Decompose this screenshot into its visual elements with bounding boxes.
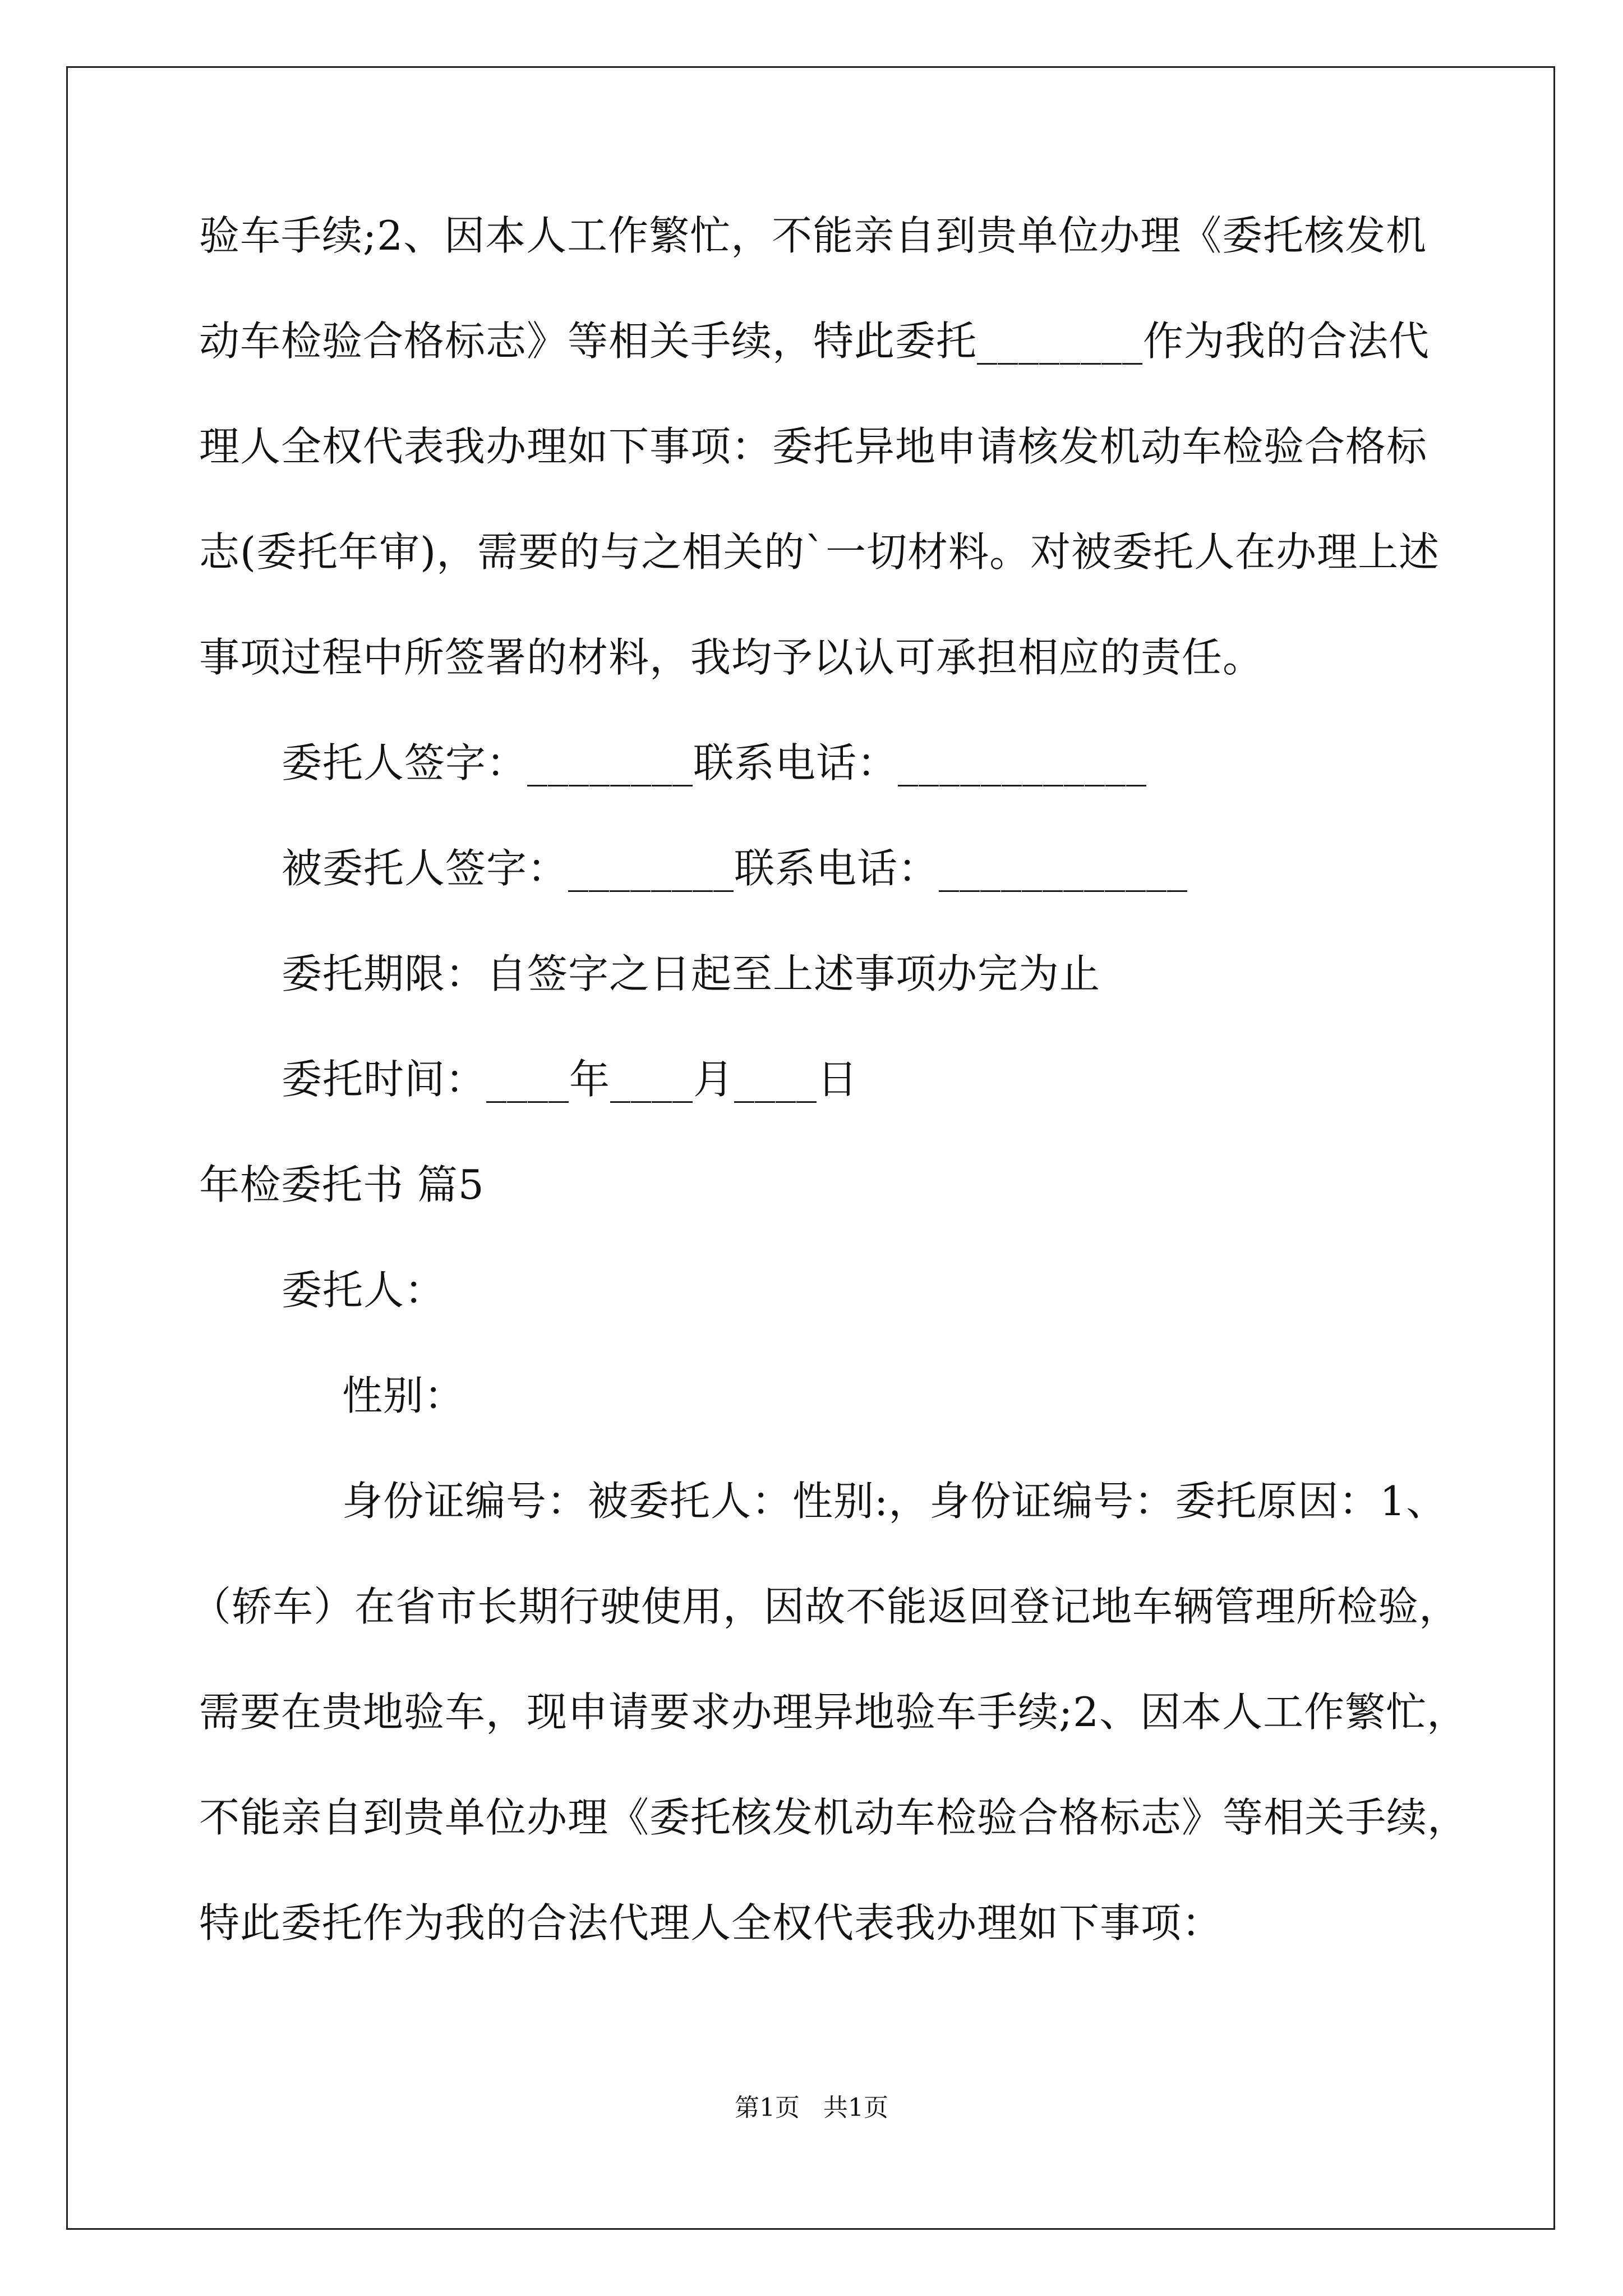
paragraph-line-2: 动车检验合格标志》等相关手续，特此委托________作为我的合法代 <box>199 318 1430 365</box>
paragraph-line-5: 事项过程中所签署的材料，我均予以认可承担相应的责任。 <box>199 634 1264 681</box>
paragraph-line-9: 不能亲自到贵单位办理《委托核发机动车检验合格标志》等相关手续， <box>199 1794 1469 1841</box>
page-footer: 第1页 共1页 <box>735 2093 888 2122</box>
section-heading: 年检委托书 篇5 <box>199 1161 485 1208</box>
agent-signature-line: 被委托人签字：________联系电话：____________ <box>282 845 1188 892</box>
paragraph-line-1: 验车手续;2、因本人工作繁忙，不能亲自到贵单位办理《委托核发机 <box>199 212 1427 259</box>
term-line: 委托期限：自签字之日起至上述事项办完为止 <box>282 950 1101 997</box>
paragraph-line-10: 特此委托作为我的合法代理人全权代表我办理如下事项： <box>199 1899 1223 1947</box>
date-line: 委托时间：____年____月____日 <box>282 1056 859 1103</box>
paragraph-line-7: （轿车）在省市长期行驶使用，因故不能返回登记地车辆管理所检验， <box>191 1583 1460 1630</box>
gender-label: 性别： <box>342 1372 465 1419</box>
paragraph-line-8: 需要在贵地验车，现申请要求办理异地验车手续;2、因本人工作繁忙， <box>199 1688 1468 1736</box>
principal-label: 委托人： <box>282 1267 446 1314</box>
principal-signature-line: 委托人签字：________联系电话：____________ <box>282 739 1147 786</box>
paragraph-line-4: 志(委托年审)，需要的与之相关的`一切材料。对被委托人在办理上述 <box>199 528 1440 576</box>
paragraph-line-3: 理人全权代表我办理如下事项：委托异地申请核发机动车检验合格标 <box>199 423 1428 470</box>
paragraph-line-6: 身份证编号：被委托人：性别:，身份证编号：委托原因：1、 <box>342 1478 1447 1525</box>
